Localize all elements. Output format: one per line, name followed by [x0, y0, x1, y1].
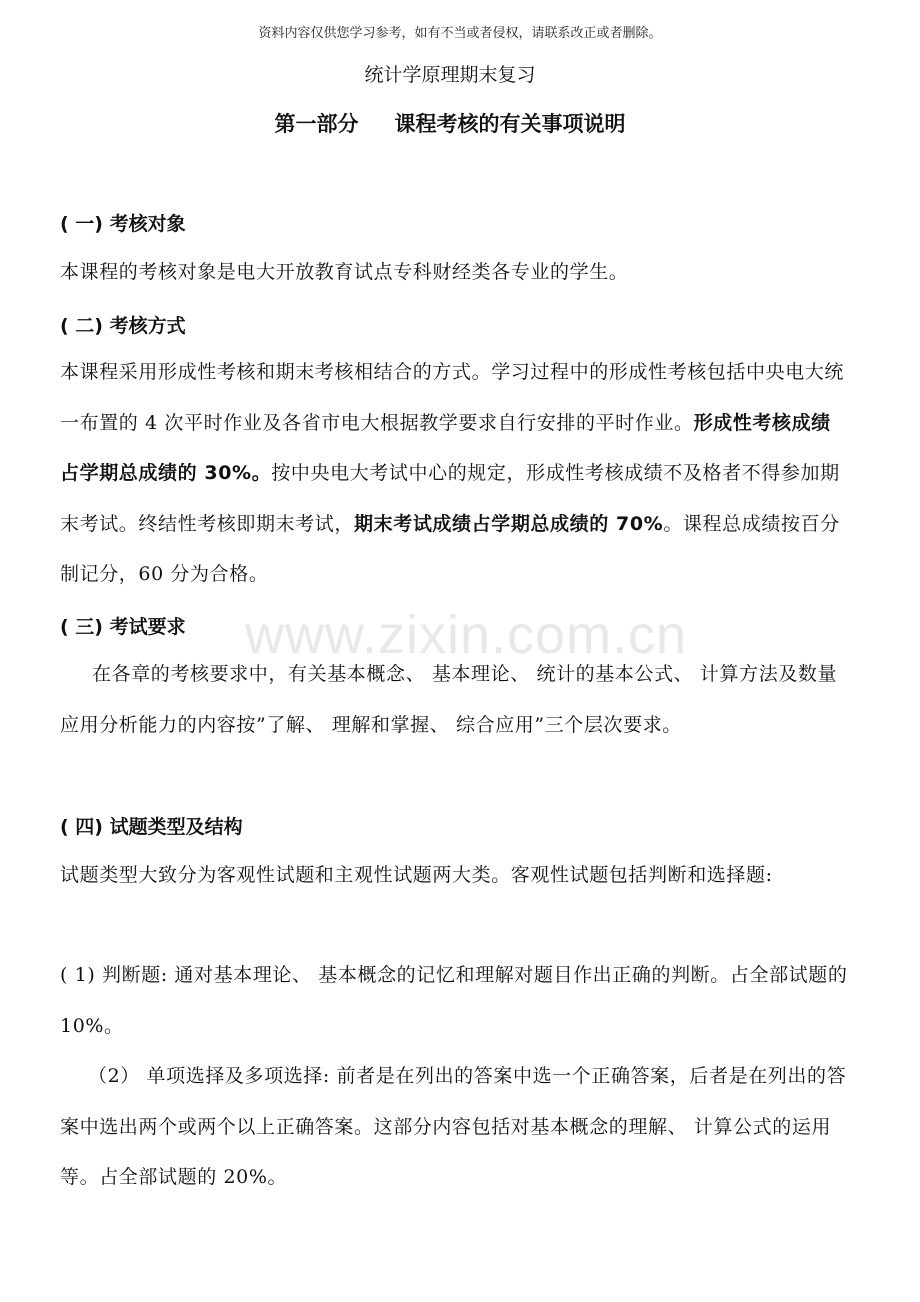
- section-heading-1: ( 一) 考核对象: [60, 213, 186, 235]
- question-type-item-2: （2） 单项选择及多项选择: 前者是在列出的答案中选一个正确答案，后者是在列出的答案中选出两个或两个以上正确答案。这部分内容包括对基本概念的理解、 计算公式的运用等。占全部试题的 20%。: [60, 1065, 847, 1188]
- watermark: www.zixin.com.cn: [245, 605, 688, 665]
- section-text-2: [60, 347, 850, 600]
- section-heading-2: ( 二) 考核方式: [60, 315, 186, 337]
- assessment-text-2: 按中央电大考试中心的规定，形成性考核成绩不及格者不得参加期末考试。终结性考核即期末考试，: [60, 462, 840, 535]
- copyright-notice: 资料内容仅供您学习参考，如有不当或者侵权，请联系改正或者删除。: [258, 26, 662, 41]
- question-types-intro: 试题类型大致分为客观性试题和主观性试题两大类。客观性试题包括判断和选择题:: [60, 864, 773, 886]
- part-title-text: 课程考核的有关事项说明: [394, 112, 626, 136]
- part-heading: [0, 108, 900, 138]
- final-weight-bold: 期末考试成绩占学期总成绩的 70%: [354, 512, 664, 535]
- document-title: 统计学原理期末复习: [364, 64, 536, 86]
- section-heading-4: ( 四) 试题类型及结构: [60, 816, 243, 838]
- part-label: 第一部分: [274, 112, 359, 136]
- assessment-text-1: 本课程采用形成性考核和期末考核相结合的方式。学习过程中的形成性考核包括中央电大统一布置的 4 次平时作业及各省市电大根据教学要求自行安排的平时作业。: [60, 361, 845, 434]
- section-text-1: 本课程的考核对象是电大开放教育试点专科财经类各专业的学生。: [60, 261, 629, 283]
- assessment-text-3: 。课程总成绩按百分制记分，60 分为合格。: [60, 512, 840, 585]
- section-text-3: 在各章的考核要求中，有关基本概念、 基本理论、 统计的基本公式、 计算方法及数量应用分析能力的内容按”了解、 理解和掌握、 综合应用”三个层次要求。: [60, 663, 838, 736]
- question-type-item-1: ( 1) 判断题: 通对基本理论、 基本概念的记忆和理解对题目作出正确的判断。占全部试题的 10%。: [60, 964, 848, 1037]
- formative-weight-bold: 形成性考核成绩占学期总成绩的 30%。: [60, 411, 831, 484]
- section-heading-3: ( 三) 考试要求: [60, 616, 186, 638]
